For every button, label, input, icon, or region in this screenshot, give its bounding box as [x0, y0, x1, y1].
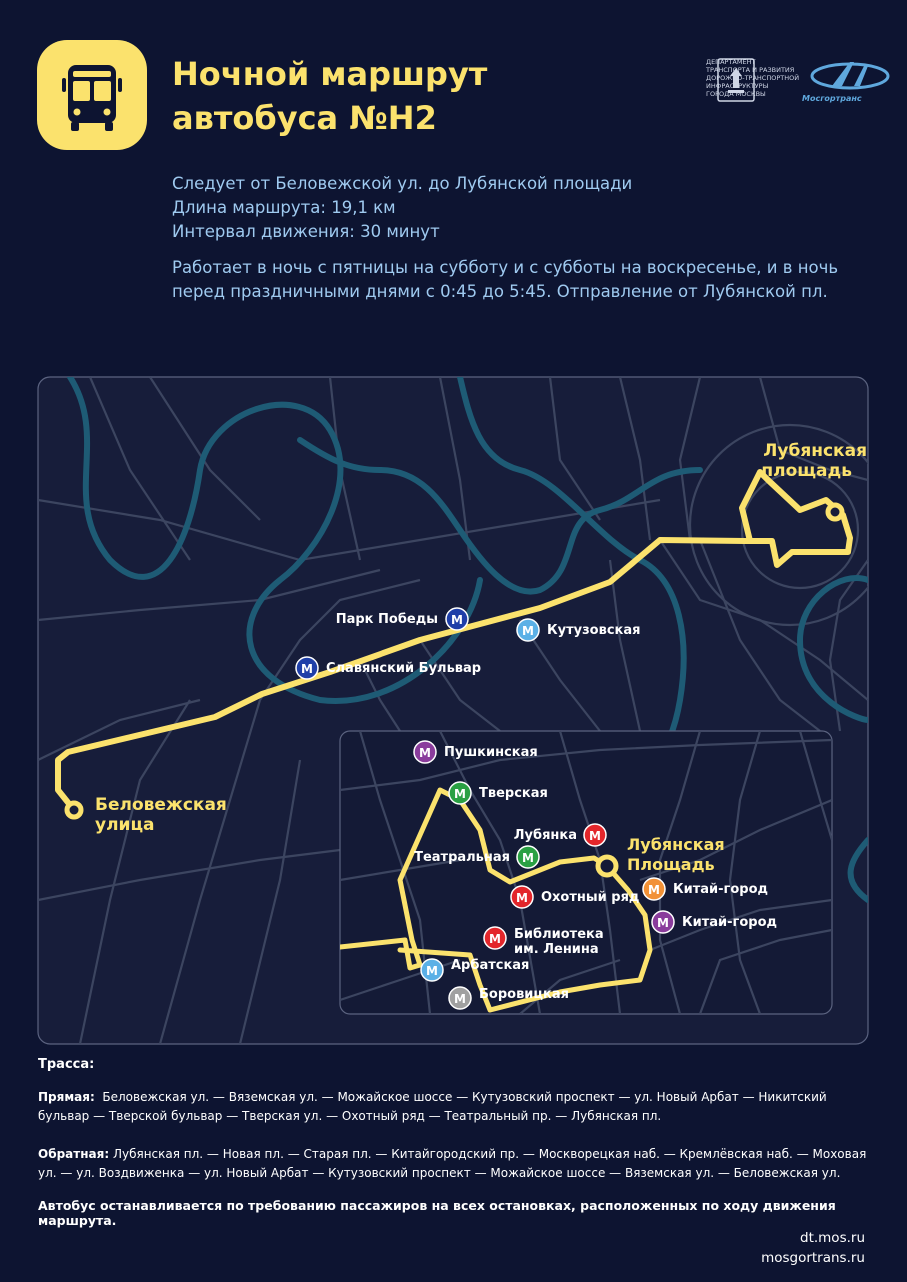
terminal-start-marker — [67, 803, 81, 817]
route-description — [38, 1055, 868, 1183]
metro-station-teatralnaya — [414, 846, 539, 868]
metro-icon: М — [454, 787, 466, 801]
title-line-2: автобуса №Н2 — [172, 99, 437, 137]
metro-icon: М — [426, 964, 438, 978]
route-forward: Прямая: Беловежская ул. — Вяземская ул. — Можайское шоссе — Кутузовский проспект — ул. Новый Арбат — Никитский бульвар — Тверской бульвар — Тверская ул. — Охотный ряд — Театральный пр. — Лубянская пл. — [38, 1090, 827, 1123]
station-label: Охотный ряд — [541, 890, 640, 905]
metro-icon: М — [489, 932, 501, 946]
mosgortrans-logo-text: Мосгортранс — [802, 94, 862, 103]
station-label: Кутузовская — [547, 623, 641, 638]
schedule-text: Работает в ночь с пятницы на субботу и с субботы на воскресенье, и в ночь перед праздничными днями с 0:45 до 5:45. Отправление от Лубянской пл. — [172, 258, 839, 301]
station-label: Боровицкая — [479, 987, 569, 1002]
links — [761, 1228, 865, 1268]
metro-station-kitay-gorod-orange — [643, 878, 768, 900]
station-label: Тверская — [479, 786, 548, 801]
metro-icon: М — [419, 746, 431, 760]
metro-station-okhotny-ryad — [511, 886, 639, 908]
terminal-start-label-2: улица — [95, 815, 155, 835]
info-line-3: Интервал движения: 30 минут — [172, 222, 440, 241]
station-label-line-2: им. Ленина — [514, 942, 599, 957]
station-label: Лубянка — [513, 828, 577, 843]
metro-station-kitay-gorod-purple — [652, 911, 777, 933]
terminal-end-marker — [828, 505, 842, 519]
station-label: Китай-город — [682, 915, 778, 930]
metro-station-pushkinskaya — [414, 741, 538, 763]
station-label: Славянский Бульвар — [326, 661, 482, 676]
route-heading: Трасса: — [38, 1057, 95, 1072]
route-back: Обратная: Лубянская пл. — Новая пл. — Старая пл. — Китайгородский пр. — Москворецкая наб. — Кремлёвская наб. — Моховая ул. — ул. Воздвиженка — ул. Новый Арбат — Кутузовский проспект — Можайское шоссе — Вяземская ул. — Беловежская ул. — [38, 1147, 867, 1180]
inset-terminal-label-2: Площадь — [627, 855, 715, 874]
metro-station-tverskaya — [449, 782, 548, 804]
metro-icon: М — [301, 662, 313, 676]
metro-icon: М — [522, 851, 534, 865]
metro-icon: М — [589, 829, 601, 843]
metro-station-park-pobedy — [336, 608, 468, 630]
metro-station-kutuzovskaya — [517, 619, 640, 641]
title-line-1: Ночной маршрут — [172, 55, 488, 93]
metro-icon: М — [648, 883, 660, 897]
inset-terminal-marker — [598, 857, 616, 875]
metro-station-lubyanka — [514, 824, 606, 846]
terminal-start-label-1: Беловежская — [95, 795, 227, 815]
link-dt-mos[interactable]: dt.mos.ru — [800, 1230, 865, 1246]
metro-icon: М — [454, 992, 466, 1006]
inset-terminal-label-1: Лубянская — [627, 835, 725, 854]
metro-icon: М — [657, 916, 669, 930]
link-mosgortrans[interactable]: mosgortrans.ru — [761, 1250, 865, 1266]
info-line-2: Длина маршрута: 19,1 км — [172, 198, 396, 217]
department-name: ДЕПАРТАМЕНТ ТРАНСПОРТА И РАЗВИТИЯ ДОРОЖНО-ТРАНСПОРТНОЙ ИНФРАСТРУКТУРЫ ГОРОДА МОСКВЫ — [706, 58, 800, 98]
station-label: Китай-город — [673, 882, 769, 897]
metro-icon: М — [516, 891, 528, 905]
station-label: Театральная — [414, 850, 510, 865]
station-label: Парк Победы — [335, 612, 438, 627]
metro-icon: М — [451, 613, 463, 627]
terminal-end-label-2: площадь — [761, 461, 852, 481]
station-label: Библиотека — [514, 927, 604, 942]
stop-notice: Автобус останавливается по требованию пассажиров на всех остановках, расположенных по ходу движения маршрута. — [38, 1198, 836, 1228]
terminal-end-label-1: Лубянская — [763, 441, 867, 461]
station-label: Арбатская — [451, 958, 530, 973]
station-label: Пушкинская — [444, 745, 538, 760]
info-line-1: Следует от Беловежской ул. до Лубянской площади — [172, 174, 633, 193]
metro-icon: М — [522, 624, 534, 638]
